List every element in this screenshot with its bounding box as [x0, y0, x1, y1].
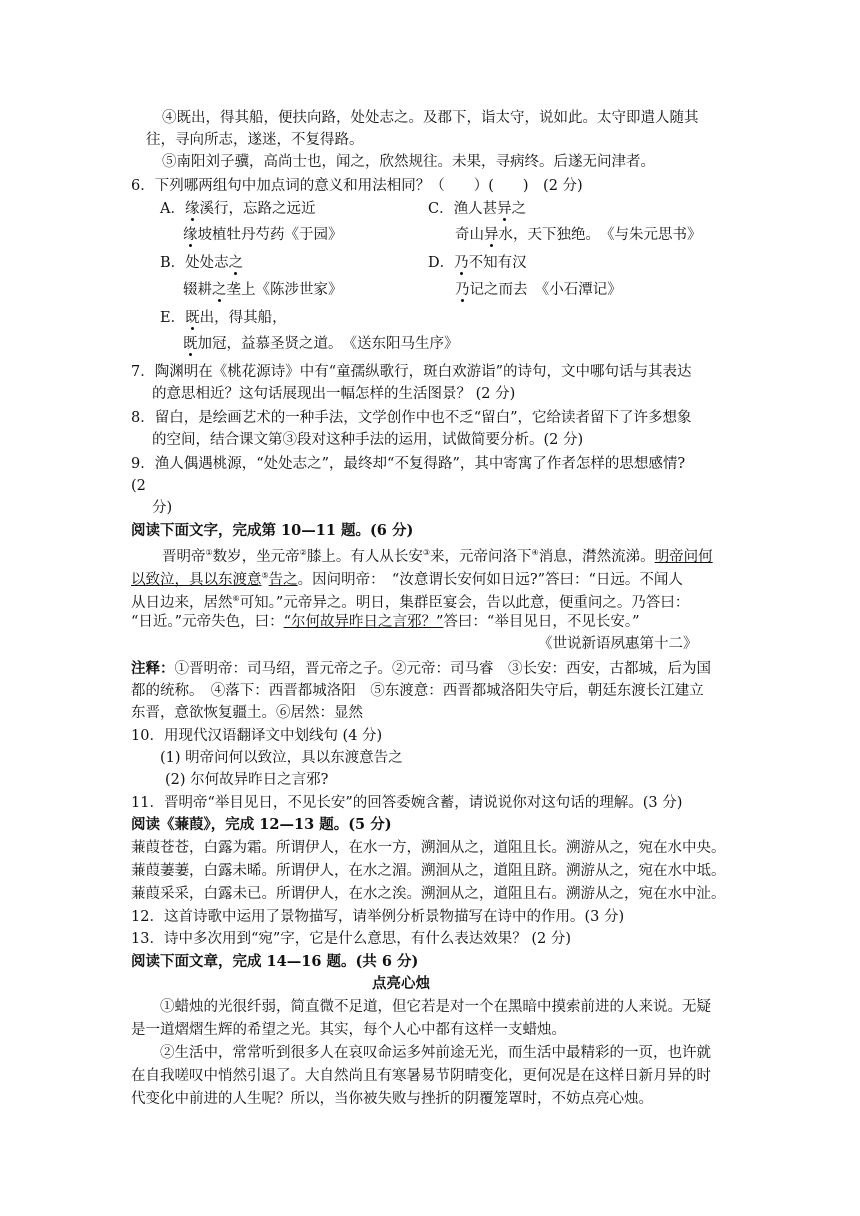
dotted-word: 之	[212, 282, 227, 298]
paragraph-5: ⑤南阳刘子骥，高尚士也，闻之，欣然规往。未果，寻病终。后遂无问津者。	[162, 154, 655, 170]
option-c-line-1: C．渔人甚异之	[428, 201, 527, 217]
classical-text-line-3: 从日边来，居然⑥可知。”元帝异之。明日，集群臣宴会，告以此意，便重问之。乃答曰：	[131, 594, 690, 611]
question-10-item-1: (1) 明帝问何以致泣，具以东渡意告之	[160, 750, 403, 766]
question-10-item-2: (2) 尔何故异昨日之言邪?	[165, 772, 329, 788]
option-d-line-2: 乃记之而去 《小石潭记》	[455, 282, 622, 298]
article-paragraph-2-line-1: ②生活中，常常听到很多人在哀叹命运多舛前途无光，而生活中最精彩的一页，也许就	[160, 1045, 711, 1061]
option-c-line-2: 奇山异水，天下独绝。 《与朱元思书》	[455, 227, 702, 243]
question-7-line-1: 7．陶渊明在《桃花源诗》中有“童孺纵歌行，斑白欢游诣”的诗句，文中哪句话与其表达	[131, 364, 692, 380]
dotted-word: 乃	[455, 282, 470, 298]
annotation-line-3: 东晋，意欲恢复疆土。⑥居然：显然	[131, 705, 363, 721]
question-9-line-1: 9．渔人偶遇桃源，“处处志之”，最终却“不复得路”，其中寄寓了作者怎样的思想感情?	[131, 456, 686, 472]
section-2-heading: 阅读《蒹葭》，完成 12—13 题。(5 分)	[131, 816, 392, 833]
section-3-heading: 阅读下面文章，完成 14—16 题。(共 6 分)	[131, 953, 419, 970]
poem-stanza-3: 蒹葭采采，白露未已。所谓伊人，在水之涘。溯洄从之，道阻且右。溯游从之，宛在水中沚。	[131, 886, 726, 902]
article-paragraph-1-line-1: ①蜡烛的光很纤弱，简直微不足道，但它若是对一个在黑暗中摸索前进的人来说。无疑	[160, 999, 711, 1015]
article-paragraph-2-line-3: 代变化中前进的人生呢？所以，当你被失败与挫折的阴覆笼罩时，不妨点亮心烛。	[131, 1091, 653, 1107]
option-a-line-1	[160, 199, 315, 219]
section-1-heading: 阅读下面文字，完成第 10—11 题。(6 分)	[131, 522, 414, 539]
option-e-line-2: 既加冠，益慕圣贤之道。 《送东阳马生序》	[183, 336, 459, 352]
dotted-word: 既	[183, 336, 198, 352]
dotted-word: 异	[484, 227, 499, 243]
paragraph-4-line-2: 往，寻向所志，遂迷，不复得路。	[146, 132, 364, 148]
poem-stanza-2: 蒹葭萋萋，白露未晞。所谓伊人，在水之湄。溯洄从之，道阻且跻。溯游从之，宛在水中坻。	[131, 863, 726, 879]
question-12: 12．这首诗歌中运用了景物描写，请举例分析景物描写在诗中的作用。(3 分)	[131, 909, 625, 925]
source-citation: 《世说新语夙惠第十二》	[538, 636, 698, 652]
question-9-line-2: (2	[131, 478, 146, 494]
dotted-word: 既	[185, 310, 200, 326]
dotted-word: 异	[497, 201, 512, 217]
question-9-line-3: 分)	[152, 500, 173, 516]
option-a-text: 溪行，忘路之远近	[199, 201, 316, 217]
underlined-sentence-2: “尔何故异昨日之言邪？”	[283, 614, 444, 630]
option-b-line-1: B．处处志之	[160, 255, 244, 271]
option-a-line-2	[183, 225, 343, 245]
dotted-word: 乃	[454, 255, 469, 271]
dotted-word: 之	[228, 255, 244, 271]
question-8-line-1: 8．留白，是绘画艺术的一种手法，文学创作中也不乏“留白”，它给读者留下了许多想象	[131, 410, 692, 426]
option-a-text-2: 坡植牡丹芍药《于园》	[197, 227, 343, 243]
article-paragraph-1-line-2: 是一道熠熠生辉的希望之光。其实，每个人心中都有这样一支蜡烛。	[131, 1022, 566, 1038]
underlined-sentence-1-cont: 以致泣，具以东渡意	[131, 571, 262, 588]
question-10-stem: 10．用现代汉语翻译文中划线句 (4 分)	[131, 728, 383, 744]
dotted-word: 缘	[184, 201, 200, 217]
classical-text-line-2: 以致泣，具以东渡意⑤告之。因问明帝： “汝意谓长安何如日远?”答曰：“日远。不闻人	[131, 571, 683, 588]
dotted-word: 缘	[183, 227, 198, 243]
option-a-label: A．	[160, 201, 185, 217]
question-6-stem: 6．下列哪两组句中加点词的意义和用法相同？（ ）( ) (2 分)	[131, 178, 583, 194]
classical-text-line-4: “日近。”元帝失色，曰：“尔何故异昨日之言邪？”答曰：“举目见日，不见长安。”	[131, 614, 640, 630]
annotation-line-1: 注释：①晋明帝：司马绍，晋元帝之子。②元帝：司马睿 ③长安：西安，古都城，后为国	[131, 660, 711, 677]
classical-text-line-1: 晋明帝①数岁，坐元帝②膝上。有人从长安③来，元帝问洛下④消息，潸然流涕。明帝问何	[162, 548, 713, 565]
option-d-line-1: D．乃不知有汉	[428, 255, 527, 271]
question-11: 11．晋明帝“举目见日，不见长安”的回答委婉含蓄，请说说你对这句话的理解。(3 分)	[131, 795, 683, 811]
option-e-line-1: E．既出，得其船，	[160, 310, 287, 326]
paragraph-4-line-1: ④既出，得其船，便扶向路，处处志之。及郡下，诣太守，说如此。太守即遣人随其	[162, 110, 699, 126]
article-paragraph-2-line-2: 在自我嗟叹中悄然引退了。大自然尚且有寒暑易节阴晴变化，更何况是在这样日新月异的时	[131, 1068, 711, 1084]
annotation-line-2: 都的统称。 ④落下：西晋都城洛阳 ⑤东渡意：西晋都城洛阳失守后，朝廷东渡长江建立	[131, 683, 704, 699]
poem-stanza-1: 蒹葭苍苍，白露为霜。所谓伊人，在水一方，溯洄从之，道阻且长。溯游从之，宛在水中央。	[131, 840, 726, 856]
option-b-line-2: 辍耕之垄上《陈涉世家》	[183, 282, 343, 298]
article-title: 点亮心烛	[372, 975, 430, 992]
question-7-line-2: 的意思相近？这句话展现出一幅怎样的生活图景？ (2 分)	[152, 386, 516, 402]
question-8-line-2: 的空间，结合课文第③段对这种手法的运用，试做简要分析。(2 分)	[152, 432, 584, 448]
underlined-sentence-1: 明帝问何	[654, 548, 713, 565]
question-13: 13．诗中多次用到“宛”字，它是什么意思，有什么表达效果？ (2 分)	[131, 931, 572, 947]
